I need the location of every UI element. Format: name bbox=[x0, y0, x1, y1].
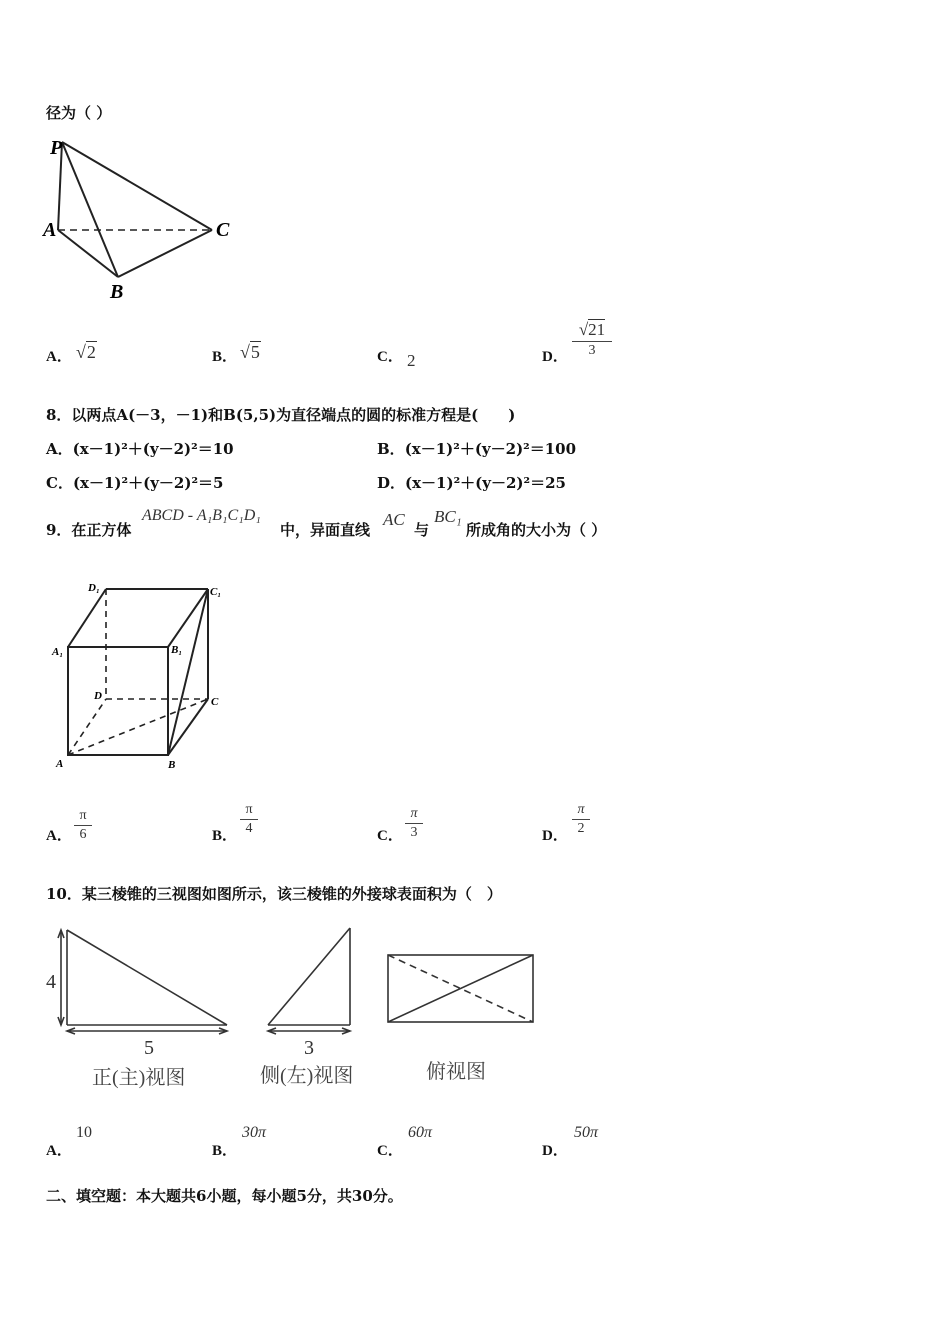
q9-stem-a: 9．在正方体 bbox=[46, 521, 132, 539]
pyr-label-c: C bbox=[216, 219, 230, 241]
q9-option-a-label: A． bbox=[46, 828, 72, 844]
side-width-label: 3 bbox=[304, 1037, 314, 1059]
q9-option-a-fraction bbox=[74, 808, 92, 843]
three-views-figure bbox=[40, 920, 560, 1095]
q7-option-a-value: √2 bbox=[76, 342, 96, 362]
q8-stem: 8．以两点A(－3，－1)和B(5,5)为直径端点的圆的标准方程是( ) bbox=[46, 406, 516, 424]
q9-option-d-label: D． bbox=[542, 828, 568, 844]
q9-option-a-num: π bbox=[79, 808, 87, 823]
q8-option-b bbox=[377, 438, 576, 459]
q8-option-c bbox=[46, 472, 223, 493]
q7-option-a-radicand: 2 bbox=[86, 342, 96, 362]
q9-option-b-den: 4 bbox=[245, 821, 253, 836]
pyramid-figure bbox=[40, 132, 250, 302]
q9-option-c-fraction bbox=[405, 806, 423, 841]
q7-option-b-value: √5 bbox=[240, 342, 260, 362]
cube-label-b1: B₁ bbox=[171, 644, 183, 656]
q9-option-c-num: π bbox=[410, 806, 418, 821]
q8-option-a-text: (x－1)²＋(y－2)²＝10 bbox=[72, 440, 234, 458]
q8-option-d bbox=[377, 472, 566, 493]
cube-label-c: C bbox=[211, 696, 219, 708]
front-view-caption: 正(主)视图 bbox=[92, 1067, 186, 1089]
q9-line1: AC bbox=[383, 510, 405, 529]
q8-option-b-text: (x－1)²＋(y－2)²＝100 bbox=[404, 440, 577, 458]
q10-stem: 10．某三棱锥的三视图如图所示，该三棱锥的外接球表面积为（ ） bbox=[46, 885, 502, 903]
q7-option-d-fraction: √21 3 bbox=[572, 320, 612, 359]
q9-option-d-fraction bbox=[572, 802, 590, 837]
q8-option-a-label: A． bbox=[46, 440, 73, 458]
top-view-caption: 俯视图 bbox=[426, 1061, 486, 1083]
cube-figure bbox=[48, 575, 238, 775]
q10-option-a-value: 10 bbox=[76, 1124, 92, 1141]
q9-option-b-fraction bbox=[240, 802, 258, 837]
q9-option-a-den: 6 bbox=[79, 827, 87, 842]
q7-option-c-value: 2 bbox=[407, 351, 416, 370]
q8-option-d-text: (x－1)²＋(y－2)²＝25 bbox=[405, 474, 566, 492]
q7-option-d-num: 21 bbox=[588, 320, 606, 339]
front-height-label: 4 bbox=[46, 971, 56, 993]
q9-stem-c: 与 bbox=[414, 521, 430, 539]
section-2-heading: 二、填空题：本大题共6小题，每小题5分，共30分。 bbox=[46, 1187, 403, 1205]
q9-option-d-den: 2 bbox=[577, 821, 585, 836]
q8-option-d-label: D． bbox=[377, 474, 406, 492]
cube-label-b: B bbox=[168, 759, 176, 771]
pyr-label-b: B bbox=[110, 281, 124, 302]
q9-option-b-label: B． bbox=[212, 828, 238, 844]
pyr-label-a: A bbox=[43, 219, 57, 241]
q8-option-c-text: (x－1)²＋(y－2)²＝5 bbox=[72, 474, 224, 492]
q7-option-d-den: 3 bbox=[588, 343, 596, 358]
cube-label-a1: A₁ bbox=[52, 646, 64, 658]
q10-option-c-label: C． bbox=[377, 1143, 403, 1159]
q9-option-d-num: π bbox=[577, 802, 585, 817]
q7-stem-tail: 径为（ ） bbox=[46, 104, 112, 122]
q7-option-b-label: B． bbox=[212, 349, 238, 365]
q7-option-d-label: D． bbox=[542, 349, 568, 365]
cube-label-d: D bbox=[94, 690, 102, 702]
q10-option-b-value: 30π bbox=[242, 1124, 267, 1141]
q7-option-b-radicand: 5 bbox=[250, 342, 260, 362]
q10-option-b-label: B． bbox=[212, 1143, 238, 1159]
q9-option-b-num: π bbox=[245, 802, 253, 817]
q9-option-c-label: C． bbox=[377, 828, 403, 844]
q10-option-a-label: A． bbox=[46, 1143, 72, 1159]
pyr-label-p: P bbox=[50, 137, 63, 159]
q10-option-d-label: D． bbox=[542, 1143, 568, 1159]
q9-cube-name: ABCD - A₁B₁C₁D₁ bbox=[142, 507, 261, 524]
q8-option-c-label: C． bbox=[46, 474, 73, 492]
q8-option-a bbox=[46, 438, 234, 459]
q9-stem-b: 中，异面直线 bbox=[280, 521, 371, 539]
q7-option-c-label: C． bbox=[377, 349, 403, 365]
q8-option-b-label: B． bbox=[377, 440, 405, 458]
q10-option-d-value: 50π bbox=[574, 1124, 599, 1141]
q10-option-c-value: 60π bbox=[408, 1124, 433, 1141]
q9-stem-d: 所成角的大小为（ ） bbox=[466, 521, 607, 539]
cube-label-a: A bbox=[56, 758, 64, 770]
cube-label-c1: C₁ bbox=[210, 586, 222, 598]
side-view-caption: 侧(左)视图 bbox=[260, 1065, 354, 1087]
q9-option-c-den: 3 bbox=[410, 825, 418, 840]
q7-option-a-label: A． bbox=[46, 349, 72, 365]
front-width-label: 5 bbox=[144, 1037, 154, 1059]
q9-line2: BC₁ bbox=[434, 507, 462, 526]
cube-label-d1: D₁ bbox=[88, 582, 100, 594]
